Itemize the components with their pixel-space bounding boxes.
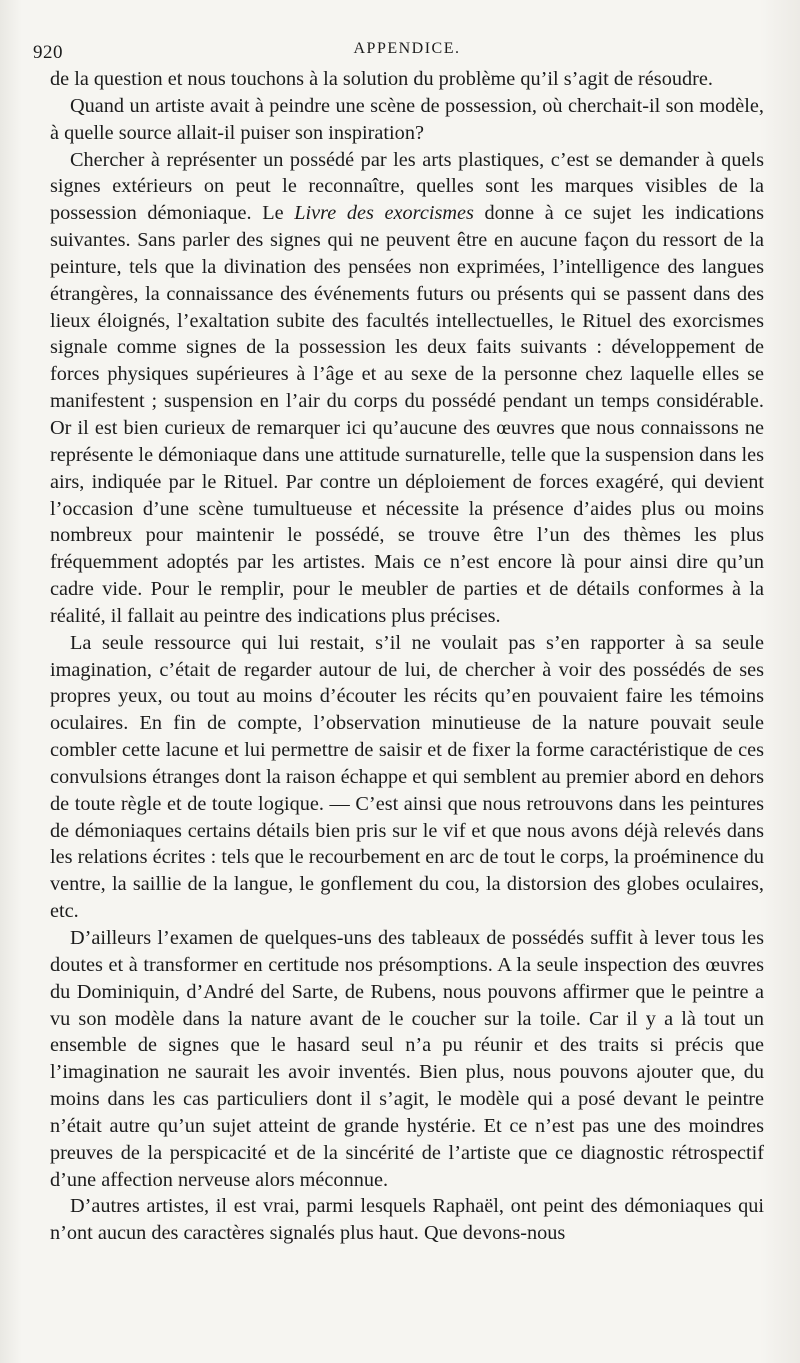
running-head — [33, 34, 764, 63]
paragraph-3-before: Chercher à représenter un possédé par les arts plastiques, c’est se demander à quels signes extérieurs on peut le reconnaître, quelles sont les marques visibles de la possession démoniaque. Le — [50, 148, 764, 225]
book-title-livre-des-exorcismes: Livre des exorcismes — [294, 202, 474, 225]
text-body — [50, 66, 764, 1247]
paragraph-6: D’autres artistes, il est vrai, parmi lesquels Raphaël, ont peint des démoniaques qui n’ont aucun des caractères signalés plus haut. Que devons-nous — [50, 1195, 764, 1245]
paragraph-4: La seule ressource qui lui restait, s’il ne voulait pas s’en rapporter à sa seule imagination, c’était de regarder autour de lui, de chercher à voir des possédés de ses propres yeux, ou tout au moins d’écouter les récits qu’en pouvaient faire les témoins oculaires. En fin de compte, l’observation minutieuse de la nature pouvait seule combler cette lacune et lui permettre de saisir et de fixer la forme caractéristique de ces convulsions étranges dont la raison échappe et qui semblent au premier abord en dehors de toute règle et de toute logique. — C’est ainsi que nous retrouvons dans les peintures de démoniaques certains détails bien pris sur le vif et que nous avons déjà relevés dans les relations écrites : tels que le recourbement en arc de tout le corps, la proéminence du ventre, la saillie de la langue, le gonflement du cou, la distorsion des globes oculaires, etc. — [50, 631, 764, 923]
paragraph-1: de la question et nous touchons à la solution du problème qu’il s’agit de résoudre. — [50, 68, 713, 90]
paragraph-2: Quand un artiste avait à peindre une scène de possession, où cherchait-il son modèle, à quelle source allait-il puiser son inspiration? — [50, 94, 764, 144]
paragraph-3 — [50, 147, 764, 630]
paragraph-3-after: donne à ce sujet les indications suivantes. Sans parler des signes qui ne peuvent être en aucune façon du ressort de la peinture, tels que la divination des pensées non exprimées, l’intelligence des langues étrangères, la connaissance des événements futurs ou présents qui se passent dans des lieux éloignés, l’exaltation subite des facultés intellectuelles, le Rituel des exorcismes signale comme signes de la possession les deux faits suivants : développement de forces physiques supérieures à l’âge et au sexe de la personne chez laquelle elles se manifestent ; suspension en l’air du corps du possédé pendant un temps considérable. Or il est bien curieux de remarquer ici qu’aucune des œuvres que nous connaissons ne représente le démoniaque dans une attitude surnaturelle, telle que la suspension dans les airs, indiquée par le Rituel. Par contre un déploiement de forces exagéré, qui devient l’occasion d’une scène tumultueuse et nécessite la présence d’aides plus ou moins nombreux pour maintenir le possédé, se trouve être l’un des thèmes les plus fréquemment adoptés par les artistes. Mais ce n’est encore là pour ainsi dire qu’un cadre vide. Pour le remplir, pour le meubler de parties et de détails conformes à la réalité, il fallait au peintre des indications plus précises. — [50, 202, 764, 627]
page-number: 920 — [33, 42, 63, 63]
running-title: APPENDICE. — [353, 40, 461, 57]
paragraph-5: D’ailleurs l’examen de quelques-uns des tableaux de possédés suffit à lever tous les doutes et à transformer en certitude nos présomptions. A la seule inspection des œuvres du Dominiquin, d’André del Sarte, de Rubens, nous pouvons affirmer que le peintre a vu son modèle dans la nature avant de le coucher sur la toile. Car il y a là tout un ensemble de signes que le hasard seul n’a pu réunir et des traits si précis que l’imagination ne saurait les avoir inventés. Bien plus, nous pouvons ajouter que, du moins dans les cas particuliers dont il s’agit, le modèle qui a posé devant le peintre n’était autre qu’un sujet atteint de grande hystérie. Et ce n’est pas une des moindres preuves de la perspicacité et de la sincérité de l’artiste que ce diagnostic rétrospectif d’une affection nerveuse alors méconnue. — [50, 927, 764, 1191]
